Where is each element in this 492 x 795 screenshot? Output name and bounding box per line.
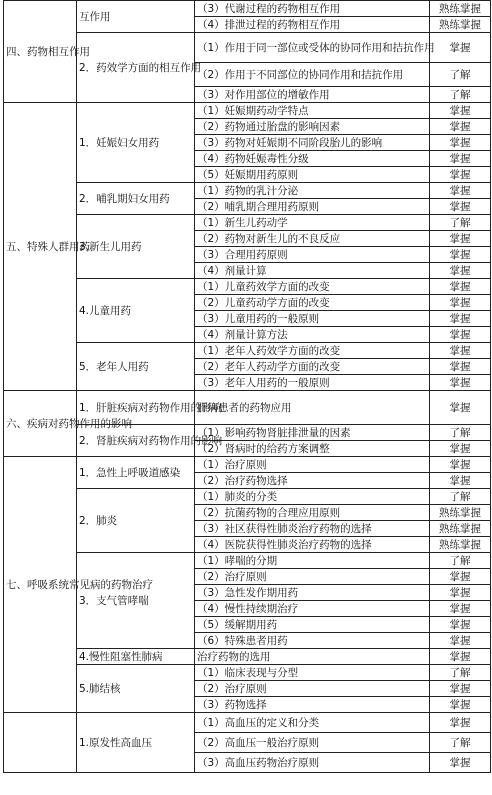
requirement-level: 熟练掌握 [430,1,491,17]
subunit-label: 1．急性上呼吸道感染 [77,457,195,489]
item-text: （1）妊娠期药动学特点 [195,103,430,119]
subunit-label: 2．药效学方面的相互作用 [77,33,195,103]
table-row [4,343,491,359]
item-text: （2）肾病时的给药方案调整 [195,441,430,457]
item-text: （4）医院获得性肺炎治疗药物的选择 [195,537,430,553]
item-text: （3）药物选择 [195,697,430,713]
requirement-level: 了解 [430,553,491,569]
item-text: 肝病患者的药物应用 [195,391,430,425]
requirement-level: 了解 [430,215,491,231]
requirement-level: 熟练掌握 [430,537,491,553]
item-text: 治疗药物的选用 [195,649,430,665]
requirement-level: 掌握 [430,681,491,697]
table-row [4,215,491,231]
subunit-label: 2．肺炎 [77,489,195,553]
item-text: （2）作用于不同部位的协同作用和拮抗作用 [195,63,430,87]
unit-label: 六、疾病对药物作用的影响 [4,391,77,457]
requirement-level: 掌握 [430,343,491,359]
subunit-label: 2．哺乳期妇女用药 [77,183,195,215]
requirement-level: 掌握 [430,311,491,327]
item-text: （3）代谢过程的药物相互作用 [195,1,430,17]
subunit-label: 1.原发性高血压 [77,713,195,773]
unit-label: 七、呼吸系统常见病的药物治疗 [4,457,77,713]
item-text: （3）老年人用药的一般原则 [195,375,430,391]
requirement-level: 掌握 [430,649,491,665]
requirement-level: 掌握 [430,569,491,585]
requirement-level: 掌握 [430,585,491,601]
item-text: （2）高血压一般治疗原则 [195,733,430,753]
requirement-level: 熟练掌握 [430,521,491,537]
item-text: （2）老年人药动学方面的改变 [195,359,430,375]
requirement-level: 掌握 [430,375,491,391]
subunit-label: 4.慢性阻塞性肺病 [77,649,195,665]
requirement-level: 掌握 [430,713,491,733]
table-row [4,457,491,473]
requirement-level: 掌握 [430,151,491,167]
requirement-level: 了解 [430,63,491,87]
requirement-level: 掌握 [430,183,491,199]
requirement-level: 掌握 [430,167,491,183]
requirement-level: 掌握 [430,135,491,151]
unit-label: 五、特殊人群用药 [4,103,77,391]
item-text: （2）药物对新生儿的不良反应 [195,231,430,247]
item-text: （3）高血压药物治疗原则 [195,753,430,773]
requirement-level: 掌握 [430,473,491,489]
item-text: （2）抗菌药物的合理应用原则 [195,505,430,521]
subunit-label: 2．肾脏疾病对药物作用的影响 [77,425,195,457]
subunit-label: 4.儿童用药 [77,279,195,343]
item-text: （2）治疗原则 [195,681,430,697]
item-text: （2）治疗原则 [195,569,430,585]
table-row [4,1,491,17]
requirement-level: 掌握 [430,103,491,119]
table-row [4,713,491,733]
item-text: （1）新生儿药动学 [195,215,430,231]
requirement-level: 掌握 [430,327,491,343]
item-text: （4）排泄过程的药物相互作用 [195,17,430,33]
item-text: （2）药物通过胎盘的影响因素 [195,119,430,135]
syllabus-table [3,0,491,773]
item-text: （1）儿童药效学方面的改变 [195,279,430,295]
item-text: （1）高血压的定义和分类 [195,713,430,733]
requirement-level: 掌握 [430,457,491,473]
table-row [4,391,491,425]
subunit-label: 3．支气管哮喘 [77,553,195,649]
unit-label [4,713,77,773]
requirement-level: 掌握 [430,753,491,773]
requirement-level: 掌握 [430,119,491,135]
requirement-level: 掌握 [430,633,491,649]
item-text: （3）药物对妊娠期不同阶段胎儿的影响 [195,135,430,151]
item-text: （4）剂量计算方法 [195,327,430,343]
requirement-level: 了解 [430,665,491,681]
requirement-level: 掌握 [430,601,491,617]
requirement-level: 熟练掌握 [430,505,491,521]
requirement-level: 掌握 [430,247,491,263]
item-text: （6）特殊患者用药 [195,633,430,649]
item-text: （2）治疗药物选择 [195,473,430,489]
requirement-level: 了解 [430,425,491,441]
item-text: （3）社区获得性肺炎治疗药物的选择 [195,521,430,537]
table-row [4,183,491,199]
item-text: （1）临床表现与分型 [195,665,430,681]
item-text: （3）合理用药原则 [195,247,430,263]
syllabus-body [4,1,491,773]
item-text: （1）老年人药效学方面的改变 [195,343,430,359]
table-row [4,553,491,569]
requirement-level: 掌握 [430,617,491,633]
table-row [4,489,491,505]
requirement-level: 掌握 [430,279,491,295]
subunit-label: 5.肺结核 [77,665,195,713]
table-row [4,279,491,295]
requirement-level: 掌握 [430,295,491,311]
item-text: （3）儿童用药的一般原则 [195,311,430,327]
unit-label: 四、药物相互作用 [4,1,77,103]
requirement-level: 了解 [430,733,491,753]
item-text: （5）缓解期用药 [195,617,430,633]
requirement-level: 了解 [430,489,491,505]
item-text: （1）作用于同一部位或受体的协同作用和拮抗作用 [195,33,430,63]
subunit-label: 互作用 [77,1,195,33]
requirement-level: 掌握 [430,231,491,247]
requirement-level: 熟练掌握 [430,17,491,33]
requirement-level: 掌握 [430,697,491,713]
item-text: （3）对作用部位的增敏作用 [195,87,430,103]
requirement-level: 掌握 [430,263,491,279]
requirement-level: 掌握 [430,33,491,63]
item-text: （2）哺乳期合理用药原则 [195,199,430,215]
item-text: （4）药物妊娠毒性分级 [195,151,430,167]
item-text: （4）慢性持续期治疗 [195,601,430,617]
item-text: （1）肺炎的分类 [195,489,430,505]
subunit-label: 3.新生儿用药 [77,215,195,279]
item-text: （1）哮喘的分期 [195,553,430,569]
subunit-label: 1．肝脏疾病对药物作用的影响 [77,391,195,425]
subunit-label: 1．妊娠妇女用药 [77,103,195,183]
item-text: （3）急性发作期用药 [195,585,430,601]
table-row [4,665,491,681]
requirement-level: 了解 [430,87,491,103]
subunit-label: 5．老年人用药 [77,343,195,391]
item-text: （1）影响药物肾脏排泄量的因素 [195,425,430,441]
item-text: （1）治疗原则 [195,457,430,473]
requirement-level: 掌握 [430,199,491,215]
requirement-level: 掌握 [430,441,491,457]
item-text: （5）妊娠期用药原则 [195,167,430,183]
table-row [4,649,491,665]
item-text: （4）剂量计算 [195,263,430,279]
item-text: （1）药物的乳汁分泌 [195,183,430,199]
table-row [4,103,491,119]
requirement-level: 掌握 [430,391,491,425]
item-text: （2）儿童药动学方面的改变 [195,295,430,311]
requirement-level: 掌握 [430,359,491,375]
